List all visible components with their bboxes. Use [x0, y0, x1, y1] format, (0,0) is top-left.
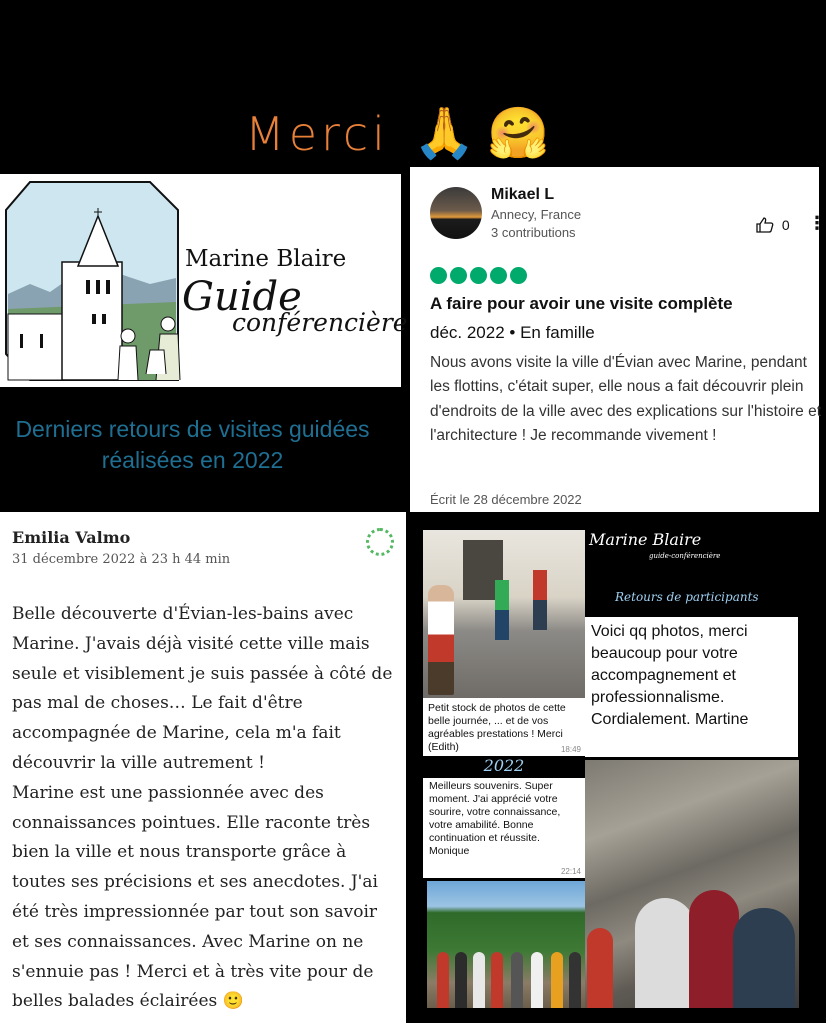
like-count: 0	[781, 217, 790, 233]
review-paragraph-1: Belle découverte d'Évian-les-bains avec Marine. J'avais déjà visité cette ville mais seule et visiblement je suis passée à côté de pas mal de choses… Le fait d'être accompagnée de Marine, cela m'a fait découvrir la ville autrement !	[12, 604, 393, 773]
hugging-face-icon: 🤗	[487, 104, 550, 162]
logo-name: Marine Blaire	[185, 246, 347, 272]
reviewer-name: Emilia Valmo	[12, 528, 131, 547]
review-date-context: déc. 2022 • En famille	[430, 323, 595, 342]
tagline-line1: Derniers retours de visites guidées	[15, 416, 370, 442]
rating-bubble	[430, 267, 447, 284]
tagline-line2: réalisées en 2022	[101, 447, 284, 473]
flower-badge-icon	[366, 528, 394, 556]
tagline	[0, 414, 385, 476]
avatar[interactable]	[430, 187, 482, 239]
logo-guide: Guide	[182, 274, 302, 320]
review-card-mikael	[410, 167, 826, 512]
message-monique	[423, 778, 585, 878]
collage-brand-name: Marine Blaire	[589, 530, 702, 549]
collage-year: 2022	[483, 756, 525, 775]
rating-bubble	[490, 267, 507, 284]
message-edith-time: 18:49	[560, 745, 581, 754]
more-options-icon[interactable]: ⋮	[808, 213, 826, 234]
message-edith-text: Petit stock de photos de cette belle journée, ... et de vos agréables prestations ! Merci (Edith)	[428, 702, 566, 753]
praying-hands-icon: 🙏	[413, 104, 476, 162]
logo-card	[0, 174, 408, 387]
message-monique-time: 22:14	[560, 867, 581, 876]
collage-retours-label: Retours de participants	[615, 590, 759, 604]
logo-conferenciere: conférencière	[232, 308, 408, 337]
review-date: 31 décembre 2022 à 23 h 44 min	[12, 552, 231, 567]
thumbs-up-icon	[756, 217, 774, 233]
review-paragraph-2: Marine est une passionnée avec des connaissances pointues. Elle raconte très bien la ville et nous transporte grâce à toutes ses précisions et ses anecdotes. J'ai été très impressionnée par tout son savoir et ses connaissances. Avec Marine on ne s'ennuie pas ! Merci et à très vite pour de belles balades éclairées 🙂	[12, 782, 378, 1012]
reviewer-name[interactable]: Mikael L	[491, 186, 555, 203]
message-edith	[423, 698, 585, 756]
photo-group-wall	[585, 760, 799, 1008]
participants-collage	[423, 528, 799, 1008]
reviewer-location: Annecy, France	[491, 207, 582, 222]
review-card-emilia	[0, 512, 406, 1023]
message-monique-text: Meilleurs souvenirs. Super moment. J'ai apprécié votre sourire, votre connaissance, votre amabilité. Bonne continuation et réussite. Monique	[429, 780, 561, 857]
rating-bubble	[510, 267, 527, 284]
collage-brand-sub: guide-conférencière	[649, 552, 721, 560]
message-martine-text: Voici qq photos, merci beaucoup pour votre accompagnement et professionnalisme. Cordialement. Martine	[591, 623, 749, 728]
page-title	[0, 95, 819, 175]
review-headline: A faire pour avoir une visite complète	[430, 294, 733, 313]
reviewer-contributions: 3 contributions	[491, 225, 576, 240]
message-martine	[585, 617, 798, 757]
review-body	[12, 600, 397, 1017]
rating-bubble	[450, 267, 467, 284]
like-button[interactable]	[756, 217, 790, 233]
photo-group-steps	[423, 530, 585, 698]
photo-group-garden	[427, 881, 585, 1008]
rating-bubble	[470, 267, 487, 284]
rating-bubbles	[430, 267, 530, 288]
review-body: Nous avons visite la ville d'Évian avec Marine, pendant les flottins, c'était super, elle nous a fait découvrir plein d'endroits de la ville avec des explications sur l'histoire et l'architecture ! Je recommande vivement !	[430, 354, 822, 444]
title-text: Merci	[245, 107, 389, 161]
review-written-date: Écrit le 28 décembre 2022	[430, 492, 582, 507]
